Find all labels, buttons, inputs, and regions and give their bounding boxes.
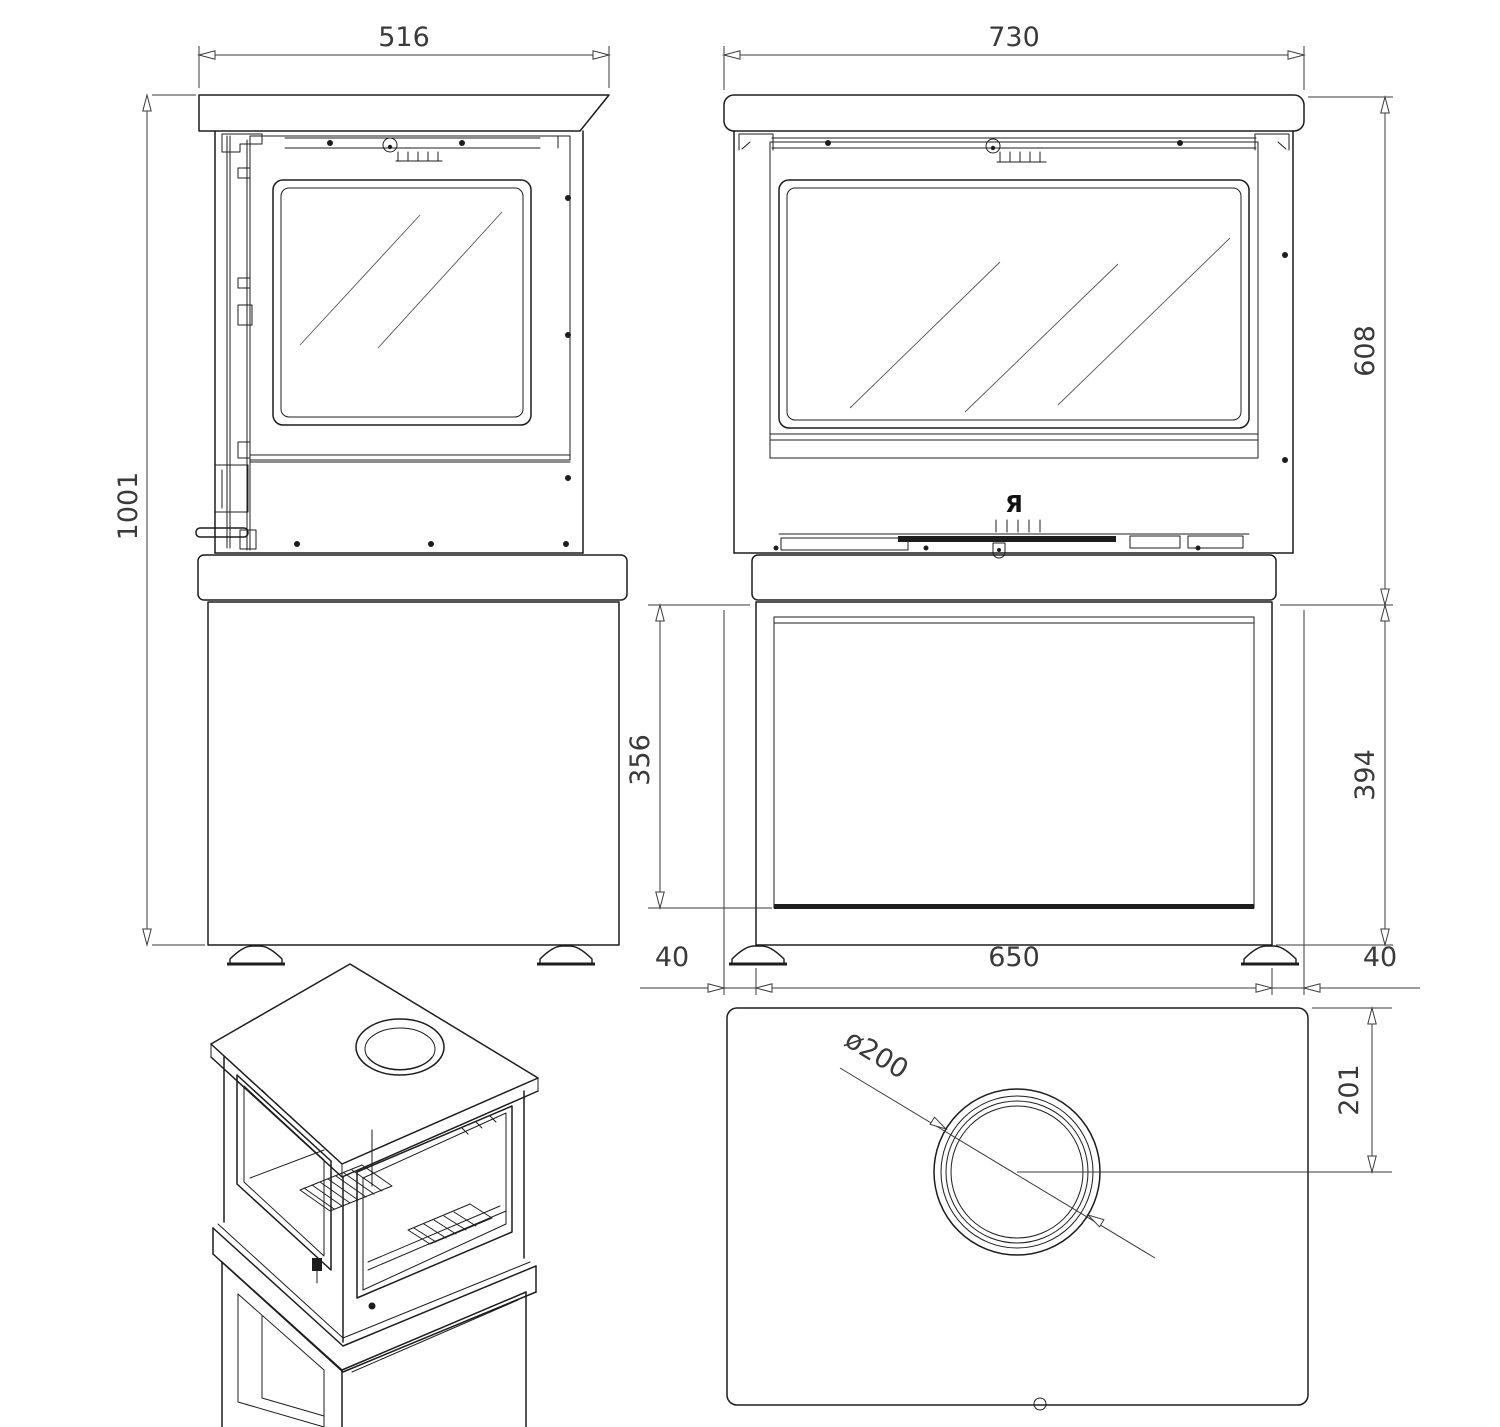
flue-offset-dimension: [1017, 1008, 1392, 1172]
front-bottom-dimensions: [640, 610, 1420, 995]
front-base: [756, 602, 1272, 945]
front-plinth: [752, 555, 1276, 600]
side-body: [215, 131, 583, 553]
iso-flue-collar: [356, 1019, 444, 1075]
brand-logo: Я: [1005, 492, 1023, 518]
top-view: [727, 1008, 1392, 1410]
front-base-width-label: 650: [988, 942, 1040, 973]
front-glass-reflection: [850, 262, 1000, 408]
front-body: [734, 131, 1293, 553]
flue-diameter-label: ø200: [839, 1023, 914, 1086]
iso-top-plate: [211, 964, 538, 1164]
front-top-plate: [724, 95, 1304, 131]
front-glass-reflection: [965, 264, 1118, 412]
side-glass: [281, 188, 523, 417]
front-glass: [787, 188, 1241, 420]
side-view: [113, 22, 627, 964]
top-view-latch-detail: [1034, 1398, 1046, 1410]
front-upper-height-dimension: [1280, 97, 1393, 605]
front-base-panel-label: 356: [625, 734, 656, 786]
side-top-plate: [199, 95, 609, 131]
front-width-dimension: [724, 22, 1304, 90]
side-glass-reflection: [300, 215, 420, 345]
front-right-offset-label: 40: [1362, 942, 1398, 973]
side-glass-frame: [273, 180, 531, 425]
side-glass-reflection: [378, 212, 502, 348]
iso-right-window: [357, 1106, 512, 1298]
top-view-outline: [727, 1008, 1308, 1405]
front-top-latch-mechanism: [739, 134, 1289, 162]
iso-base: [222, 1262, 526, 1427]
side-feet: [227, 946, 595, 964]
side-door-panel: [250, 136, 570, 460]
iso-firebox-interior: [250, 1130, 506, 1270]
front-upper-height-label: 608: [1350, 325, 1381, 377]
front-width-label: 730: [988, 22, 1040, 53]
front-left-offset-label: 40: [654, 942, 690, 973]
isometric-view: [211, 964, 538, 1427]
front-base-height-dimension: [1276, 605, 1393, 945]
front-base-height-label: 394: [1350, 749, 1381, 801]
side-width-label: 516: [378, 22, 430, 53]
flue-offset-label: 201: [1334, 1064, 1365, 1116]
side-height-dimension: [113, 95, 205, 945]
front-base-panel: [774, 617, 1254, 909]
side-base: [208, 602, 619, 945]
side-ash-lip: [215, 455, 570, 512]
flue-diameter-dimension: [839, 1024, 1155, 1258]
front-glass-frame: [779, 180, 1249, 428]
side-height-label: 1001: [113, 471, 144, 541]
front-base-panel-dimension: [625, 605, 772, 908]
front-view: [625, 22, 1420, 995]
side-top-latch-mechanism: [222, 134, 558, 161]
side-plinth: [198, 555, 627, 600]
front-glass-reflection: [1058, 238, 1230, 405]
iso-left-window: [237, 1075, 331, 1270]
front-door-panel: [770, 142, 1258, 458]
side-width-dimension: [199, 22, 609, 88]
